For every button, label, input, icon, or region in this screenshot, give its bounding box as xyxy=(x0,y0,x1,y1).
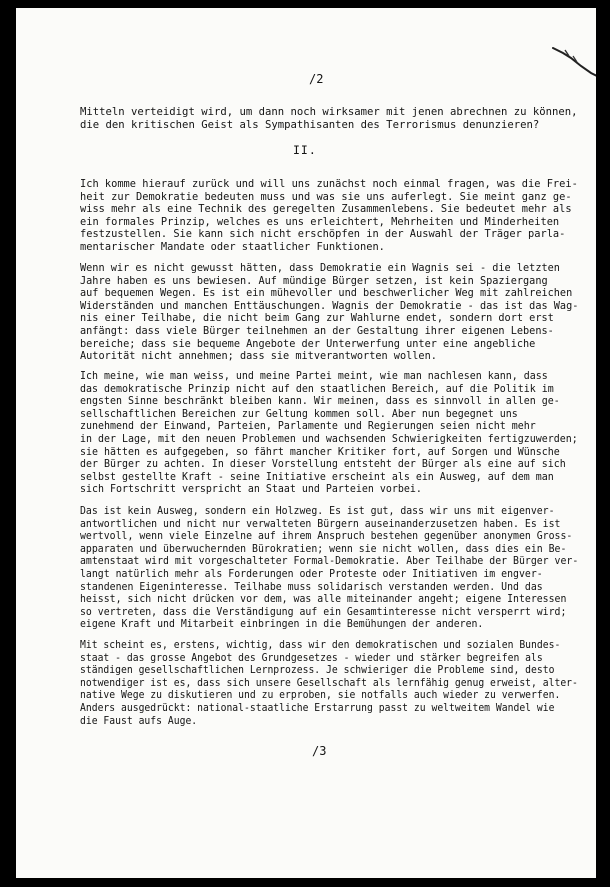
page-number-bottom: /3 xyxy=(312,744,327,758)
text-line: heisst, sich nicht drücken vor dem, was alle miteinander angeht; eigene Interessen xyxy=(80,592,567,606)
text-line: standenen Eigeninteresse. Teilhabe muss solidarisch verstanden werden. Und das xyxy=(80,579,543,593)
text-line: Ich meine, wie man weiss, und meine Partei meint, wie man nachlesen kann, dass xyxy=(80,369,548,382)
text-line: eigene Kraft und Mitarbeit einbringen in die Bemühungen der anderen. xyxy=(80,617,484,631)
text-line: das demokratische Prinzip nicht auf den staatlichen Bereich, auf die Politik im xyxy=(80,381,554,395)
text-line: native Wege zu diskutieren und zu erproben, sie notfalls auch wieder zu verwerfen. xyxy=(80,688,561,702)
text-line: mentarischer Mandate oder staatlicher Funktionen. xyxy=(80,239,385,253)
text-line: Widerständen und manchen Enttäuschungen. Wagnis der Demokratie - das ist das Wag- xyxy=(80,298,579,312)
text-line: der Bürger zu achten. In dieser Vorstellung entsteht der Bürger als eine auf sich xyxy=(80,457,566,471)
text-line: sellschaftlichen Bereichen zur Geltung kommen soll. Aber nun begegnet uns xyxy=(80,406,518,420)
text-line: so vertreten, dass die Verständigung auf ein Gesamtinteresse nicht versperrt wird; xyxy=(80,604,567,618)
paragraph-5 xyxy=(80,639,578,727)
paragraph-4 xyxy=(80,505,578,631)
text-line: wiss mehr als eine Technik des geregelten Zusammenlebens. Sie bedeutet mehr als xyxy=(80,202,572,216)
text-line: engsten Sinne beschränkt bleiben kann. Wir meinen, dass es sinnvoll in allen ge- xyxy=(80,394,560,408)
text-line: nis einer Teilhabe, die nicht beim Gang zur Wahlurne endet, sondern dort erst xyxy=(80,311,554,325)
text-line: die Faust aufs Auge. xyxy=(80,713,198,727)
text-line: Mitteln verteidigt wird, um dann noch wirksamer mit jenen abrechnen zu können, xyxy=(80,105,578,118)
text-line: zunehmend der Einwand, Parteien, Parlamente und Regierungen seien nicht mehr xyxy=(80,419,536,433)
text-line: selbst gestellte Kraft - seine Initiative erscheint als ein Ausweg, auf dem man xyxy=(80,469,554,483)
text-line: langt natürlich mehr als Forderungen oder Proteste oder Initiativen im engver- xyxy=(80,566,543,580)
section-heading: II. xyxy=(293,143,317,157)
intro-text xyxy=(80,106,578,131)
paragraph-2 xyxy=(80,262,578,363)
text-line: die den kritischen Geist als Sympathisanten des Terrorismus denunzieren? xyxy=(80,117,540,131)
text-line: wertvoll, wenn viele Einzelne auf ihrem Anspruch bestehen gegenüber anonymen Gross- xyxy=(80,529,573,543)
text-line: Anders ausgedrückt: national-staatliche Erstarrung passt zu weltweitem Wandel wie xyxy=(80,700,555,714)
text-line: Das ist kein Ausweg, sondern ein Holzweg. Es ist gut, dass wir uns mit eigenver- xyxy=(80,504,555,517)
text-line: staat - das grosse Angebot des Grundgesetzes - wieder und stärker begreifen als xyxy=(80,650,543,664)
text-line: heit zur Demokratie bedeuten muss und was sie uns auferlegt. Sie meint ganz ge- xyxy=(80,189,572,203)
text-line: Mit scheint es, erstens, wichtig, dass wir den demokratischen und sozialen Bundes- xyxy=(80,638,561,651)
text-line: antwortlichen und nicht nur verwalteten Bürgern auseinanderzusetzen haben. Es ist xyxy=(80,516,561,530)
text-line: sich Fortschritt verspricht an Staat und Parteien vorbei. xyxy=(80,482,422,496)
text-line: amtenstaat wird mit vorgeschalteter Formal-Demokratie. Aber Teilhabe der Bürger ver- xyxy=(80,554,579,568)
text-line: apparaten und überwuchernden Bürokratien; wenn sie nicht wollen, dass dies ein Be- xyxy=(80,541,567,555)
text-line: Jahre haben es uns bewiesen. Auf mündige Bürger setzen, ist kein Spaziergang xyxy=(80,273,548,287)
text-line: festzustellen. Sie kann sich nicht erschöpfen in der Auswahl der Träger parla- xyxy=(80,227,566,241)
paragraph-1 xyxy=(80,178,578,254)
text-line: sie hätten es aufgegeben, so fährt mancher Kritiker fort, auf Sorgen und Wünsche xyxy=(80,444,560,458)
text-line: ein formales Prinzip, welches es uns erleichtert, Mehrheiten und Minderheiten xyxy=(80,214,560,228)
text-line: bereiche; dass sie bequeme Angebote der Unterwerfung unter eine angebliche xyxy=(80,336,536,350)
pen-mark-icon xyxy=(551,44,596,78)
text-line: Ich komme hierauf zurück und will uns zunächst noch einmal fragen, was die Frei- xyxy=(80,177,578,190)
page-number-top: /2 xyxy=(309,72,324,86)
text-line: notwendiger ist es, dass sich unsere Gesellschaft als lernfähig genug erweist, alter- xyxy=(80,675,578,689)
document-page xyxy=(16,8,596,878)
paragraph-3 xyxy=(80,370,578,496)
text-line: Autorität nicht annehmen; dass sie mitverantworten wollen. xyxy=(80,349,437,363)
text-line: in der Lage, mit den neuen Problemen und wachsenden Schwierigkeiten fertigzuwerden; xyxy=(80,431,578,445)
text-line: ständigen gesellschaftlichen Lernprozess. Je schwieriger die Probleme sind, desto xyxy=(80,663,555,677)
text-line: auf bequemen Wegen. Es ist ein mühevoller und beschwerlicher Weg mit zahlreichen xyxy=(80,286,573,300)
text-line: anfängt: dass viele Bürger teilnehmen an der Gestaltung ihrer eigenen Lebens- xyxy=(80,323,554,337)
text-line: Wenn wir es nicht gewusst hätten, dass Demokratie ein Wagnis sei - die letzten xyxy=(80,261,560,274)
